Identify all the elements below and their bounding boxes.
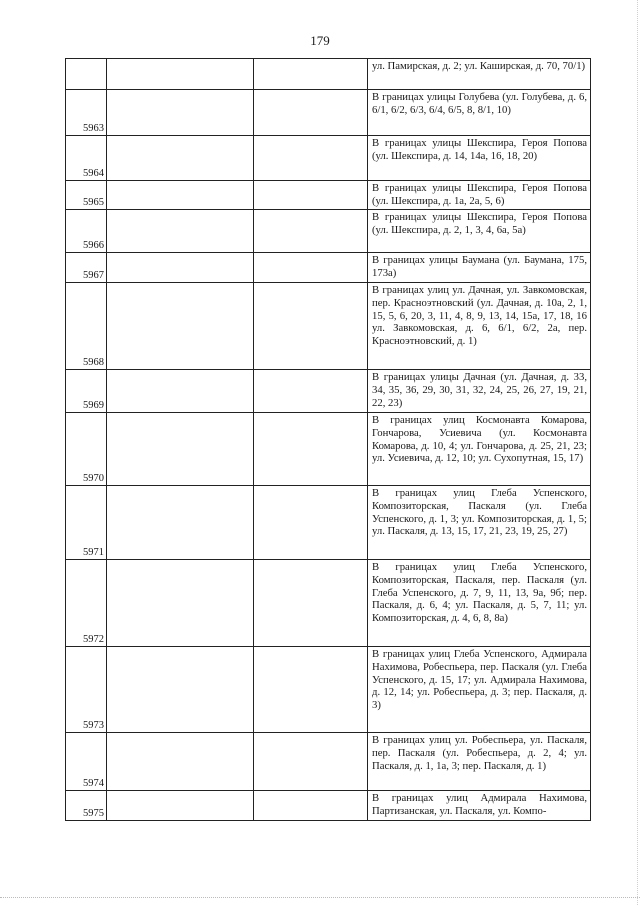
empty-cell xyxy=(107,413,254,486)
scan-edge-bottom xyxy=(0,897,640,898)
row-description: В границах улицы Голубева (ул. Голубева, д. 6, 6/1, 6/2, 6/3, 6/4, 6/5, 8, 8/1, 10) xyxy=(368,90,591,136)
row-number: 5964 xyxy=(66,136,107,181)
row-description: В границах улицы Шекспира, Героя Попова (ул. Шекспира, д. 1а, 2а, 5, 6) xyxy=(368,181,591,210)
row-number: 5974 xyxy=(66,733,107,791)
row-description: В границах улиц Глеба Успенского, Адмирала Нахимова, Робеспьера, пер. Паскаля (ул. Глеба Успенского, д. 15, 17; ул. Адмирала Нахимова, д. 12, 14; ул. Робеспьера, д. 3; пер. Паскаля, д. 3) xyxy=(368,647,591,733)
empty-cell xyxy=(254,413,368,486)
empty-cell xyxy=(107,181,254,210)
row-description: В границах улиц Глеба Успенского, Композиторская, Паскаля (ул. Глеба Успенского, д. 1, 3; ул. Композиторская, д. 1, 5; ул. Паскаля, д. 13, 15, 17, 21, 23, 19, 25, 27) xyxy=(368,486,591,560)
row-description: В границах улиц ул. Дачная, ул. Завкомовская, пер. Красноэтновский (ул. Дачная, д. 10а, 2, 1, 15, 5, 6, 20, 3, 11, 4, 8, 9, 13, 14, 15а, 17, 18, 16 ул. Завкомовская, д. 6, 6/1, 6/2, 2а, пер. Красноэтновский, д. 1) xyxy=(368,283,591,370)
empty-cell xyxy=(107,59,254,90)
table-row xyxy=(66,560,591,647)
row-number: 5973 xyxy=(66,647,107,733)
empty-cell xyxy=(107,647,254,733)
table-row xyxy=(66,253,591,283)
row-number: 5975 xyxy=(66,791,107,821)
row-description: В границах улиц ул. Робеспьера, ул. Паскаля, пер. Паскаля (ул. Робеспьера, д. 2, 4; ул. Паскаля, д. 1, 1а, 3; пер. Паскаля, д. 1) xyxy=(368,733,591,791)
empty-cell xyxy=(107,733,254,791)
empty-cell xyxy=(254,136,368,181)
table-row xyxy=(66,90,591,136)
row-number: 5972 xyxy=(66,560,107,647)
scan-edge-right xyxy=(637,0,638,905)
empty-cell xyxy=(254,90,368,136)
empty-cell xyxy=(107,560,254,647)
table-row xyxy=(66,210,591,253)
row-number: 5969 xyxy=(66,370,107,413)
empty-cell xyxy=(107,90,254,136)
empty-cell xyxy=(254,560,368,647)
empty-cell xyxy=(254,59,368,90)
row-description: ул. Памирская, д. 2; ул. Каширская, д. 70, 70/1) xyxy=(368,59,591,90)
empty-cell xyxy=(107,283,254,370)
empty-cell xyxy=(254,181,368,210)
row-description: В границах улиц Глеба Успенского, Композиторская, Паскаля, пер. Паскаля (ул. Глеба Успенского, д. 7, 9, 11, 13, 9а, 9б; пер. Паскаля, д. 6, 4; ул. Паскаля, д. 5, 7, 11; ул. Композиторская, д. 4, 6, 8, 8а) xyxy=(368,560,591,647)
row-number xyxy=(66,59,107,90)
row-description: В границах улицы Шекспира, Героя Попова (ул. Шекспира, д. 14, 14а, 16, 18, 20) xyxy=(368,136,591,181)
table-row xyxy=(66,413,591,486)
row-description: В границах улицы Баумана (ул. Баумана, 175, 173а) xyxy=(368,253,591,283)
row-description: В границах улиц Адмирала Нахимова, Партизанская, ул. Паскаля, ул. Компо- xyxy=(368,791,591,821)
table-row xyxy=(66,136,591,181)
empty-cell xyxy=(254,733,368,791)
empty-cell xyxy=(254,647,368,733)
row-number: 5971 xyxy=(66,486,107,560)
empty-cell xyxy=(254,370,368,413)
empty-cell xyxy=(107,210,254,253)
row-number: 5970 xyxy=(66,413,107,486)
table-row xyxy=(66,370,591,413)
row-number: 5966 xyxy=(66,210,107,253)
row-number: 5965 xyxy=(66,181,107,210)
empty-cell xyxy=(107,253,254,283)
row-description: В границах улицы Дачная (ул. Дачная, д. 33, 34, 35, 36, 29, 30, 31, 32, 24, 25, 26, 27, 19, 21, 22, 23) xyxy=(368,370,591,413)
table-row xyxy=(66,647,591,733)
registry-table xyxy=(65,58,591,821)
row-number: 5963 xyxy=(66,90,107,136)
empty-cell xyxy=(107,136,254,181)
empty-cell xyxy=(254,253,368,283)
empty-cell xyxy=(107,486,254,560)
table-row xyxy=(66,181,591,210)
table-row xyxy=(66,486,591,560)
row-number: 5967 xyxy=(66,253,107,283)
empty-cell xyxy=(254,210,368,253)
empty-cell xyxy=(107,791,254,821)
page-number: 179 xyxy=(310,33,330,48)
empty-cell xyxy=(254,791,368,821)
empty-cell xyxy=(254,486,368,560)
table-row xyxy=(66,791,591,821)
empty-cell xyxy=(107,370,254,413)
row-number: 5968 xyxy=(66,283,107,370)
row-description: В границах улиц Космонавта Комарова, Гончарова, Усиевича (ул. Космонавта Комарова, д. 10, 4; ул. Гончарова, д. 25, 21, 23; ул. Усиевича, д. 12, 10; ул. Сухопутная, 15, 17) xyxy=(368,413,591,486)
table-row xyxy=(66,733,591,791)
table-row xyxy=(66,59,591,90)
row-description: В границах улицы Шекспира, Героя Попова (ул. Шекспира, д. 2, 1, 3, 4, 6а, 5а) xyxy=(368,210,591,253)
empty-cell xyxy=(254,283,368,370)
table-row xyxy=(66,283,591,370)
